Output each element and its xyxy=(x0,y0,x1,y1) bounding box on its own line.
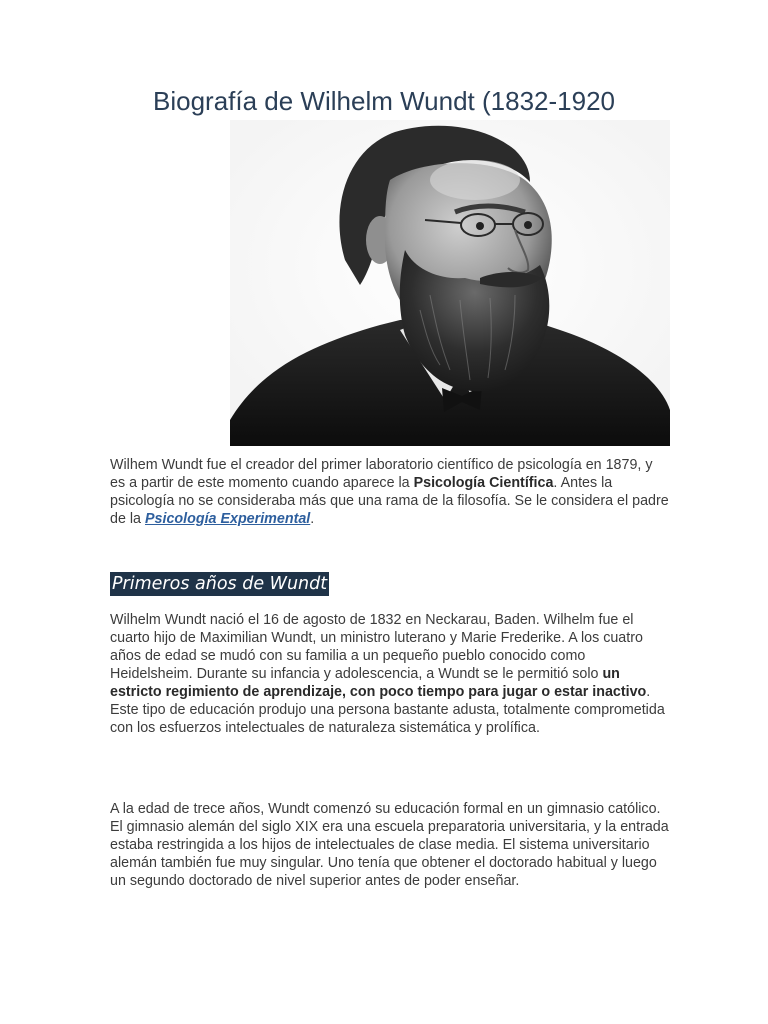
portrait-image xyxy=(230,120,670,446)
section-heading-primeros-anos: Primeros años de Wundt xyxy=(112,574,328,594)
early-years-paragraph: Wilhelm Wundt nació el 16 de agosto de 1832 en Neckarau, Baden. Wilhelm fue el cuarto hijo de Maximilian Wundt, un ministro luterano y Marie Frederike. A los cuatro años de edad se mudó con su familia a un pequeño pueblo conocido como Heidelsheim. Durante su infancia y adolescencia, a Wundt se le permitió solo un estricto regimiento de aprendizaje, con poco tiempo para jugar o estar inactivo. Este tipo de educación produjo una persona bastante adusta, totalmente comprometida con los esfuerzos intelectuales de naturaleza sistemática y prolífica. xyxy=(110,612,665,736)
psicologia-experimental-link[interactable]: Psicología Experimental xyxy=(144,511,311,527)
education-paragraph: A la edad de trece años, Wundt comenzó su educación formal en un gimnasio católico. El gimnasio alemán del siglo XIX era una escuela preparatoria universitaria, y la entrada estaba restringida a los hijos de intelectuales de clase media. El sistema universitario alemán también fue muy singular. Uno tenía que obtener el doctorado habitual y luego un segundo doctorado de nivel superior antes de poder enseñar. xyxy=(110,801,669,889)
portrait-photo-icon xyxy=(230,120,670,446)
page-title: Biografía de Wilhelm Wundt (1832-1920 xyxy=(153,86,615,116)
emphasis-regimiento: un estricto regimiento de aprendizaje, con poco tiempo para jugar o estar inactivo xyxy=(110,666,647,700)
intro-paragraph: Wilhem Wundt fue el creador del primer laboratorio científico de psicología en 1879, y es a partir de este momento cuando aparece la Psicología Científica. Antes la psicología no se consideraba más que una rama de la filosofía. Se le considera el padre de la Psicología Experimental. xyxy=(110,457,669,527)
emphasis-psicologia-cientifica: Psicología Científica xyxy=(413,475,554,491)
